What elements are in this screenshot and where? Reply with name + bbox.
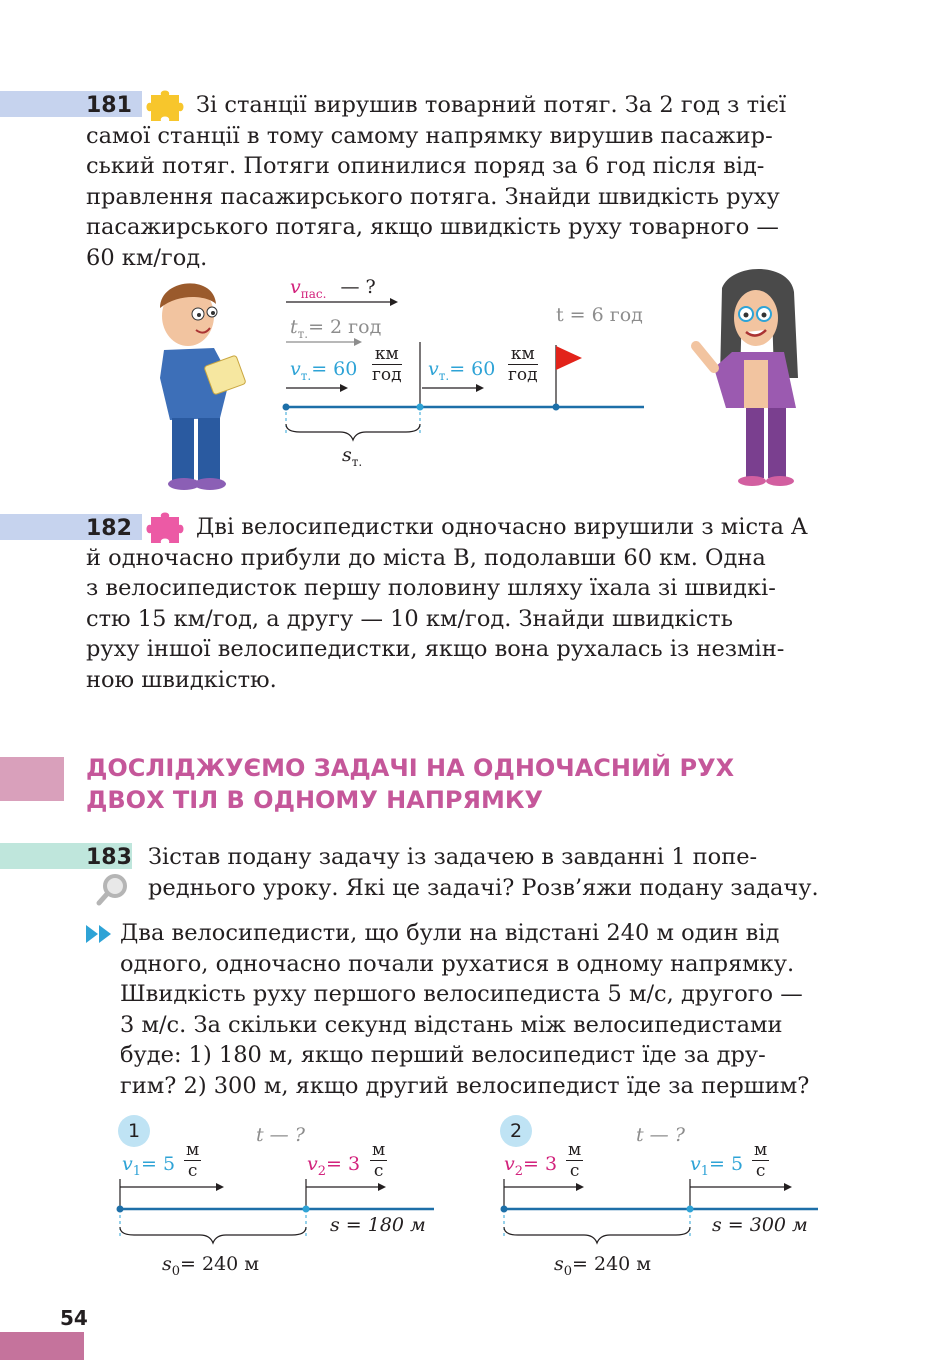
unit-km-h-1: км год: [372, 344, 402, 385]
point-middle: [417, 404, 424, 411]
diagram-2-s: s = 300 м: [712, 1214, 808, 1236]
label-v-pas: $v_{пас.}$ — ?: [290, 276, 376, 301]
task-line: Швидкість руху першого велосипедиста 5 м/с, другого —: [120, 981, 803, 1007]
problem-183-line: реднього уроку. Які це задачі? Розв’яжи подану задачу.: [148, 874, 819, 901]
label-t-6: t = 6 год: [556, 304, 643, 326]
problem-181-text: [86, 90, 850, 273]
task-line: буде: 1) 180 м, якщо перший велосипедист їде за дру-: [120, 1042, 766, 1068]
problem-183-line: Зістав подану задачу із задачею в завданні 1 попе-: [148, 844, 758, 870]
task-text: [120, 918, 850, 1101]
task-line: 3 м/с. За скільки секунд відстань між велосипедистами: [120, 1011, 783, 1038]
page-number: 54: [60, 1306, 88, 1330]
heading-band: [0, 757, 64, 801]
label-v-t-2: $v_{т.}= 60$: [428, 358, 496, 383]
problem-182-text: [86, 512, 850, 695]
diagram-1-s: s = 180 м: [330, 1214, 426, 1236]
diagram-2-v2: $v_2= 3$: [504, 1153, 558, 1179]
heading-line-1: ДОСЛІДЖУЄМО ЗАДАЧІ НА ОДНОЧАСНИЙ РУХ: [86, 754, 735, 782]
label-v-t-1: $v_{т.}= 60$: [290, 358, 358, 383]
section-heading: [86, 752, 734, 816]
problem-182-number: 182: [86, 516, 132, 541]
diagram-2-label: 2: [500, 1115, 532, 1147]
problem-182-line: Дві велосипедистки одночасно вирушили з міста A: [196, 514, 808, 540]
girl-with-glasses-illustration: [692, 268, 807, 490]
problem-182-line: стю 15 км/год, а другу — 10 км/год. Знайди швидкість: [86, 605, 733, 632]
problem-181-line: Зі станції вирушив товарний потяг. За 2 год з тієї: [196, 92, 787, 118]
point-flag: [553, 404, 560, 411]
double-arrow-icon: [86, 925, 114, 943]
problem-181-line: 60 км/год.: [86, 244, 208, 271]
diagram-1-v1: $v_1= 5$: [122, 1153, 176, 1179]
diagram-1-unit-2: м с: [372, 1140, 386, 1181]
point-start: [283, 404, 290, 411]
heading-line-2: ДВОХ ТІЛ В ОДНОМУ НАПРЯМКУ: [86, 786, 543, 814]
task-line: Два велосипедисти, що були на відстані 240 м один від: [120, 920, 780, 946]
problem-181-line: пасажирського потяга, якщо швидкість руху товарного —: [86, 214, 779, 240]
problem-181-line: самої станції в тому самому напрямку вирушив пасажир-: [86, 122, 773, 149]
diagram-2-t-question: t — ?: [636, 1124, 685, 1146]
boy-with-notepad-illustration: [150, 278, 260, 493]
diagram-1-s0: $s_0= 240$ м: [162, 1253, 260, 1279]
problem-182-line: ною швидкістю.: [86, 666, 277, 693]
label-t-t: $t_{т.}= 2$ год: [290, 316, 382, 341]
problem-182-line: руху іншої велосипедистки, якщо вона рухалась із незмін-: [86, 636, 785, 662]
flag-icon: [556, 346, 582, 370]
problem-182-line: й одночасно прибули до міста B, подолавши 60 км. Одна: [86, 544, 766, 571]
problem-181-number: 181: [86, 93, 132, 118]
problem-181-line: правлення пасажирського потяга. Знайди швидкість руху: [86, 183, 780, 210]
diagram-1-label: 1: [118, 1115, 150, 1147]
label-s-t: $s_{т.}$: [342, 444, 363, 469]
diagram-1-unit-1: м с: [186, 1140, 200, 1181]
problem-181-line: ський потяг. Потяги опинилися поряд за 6 год після від-: [86, 153, 765, 179]
magnifier-icon: [96, 872, 130, 906]
diagram-2-unit-1: м с: [568, 1140, 582, 1181]
diagram-1-v2: $v_2= 3$: [307, 1153, 361, 1179]
diagram-2-v1: $v_1= 5$: [690, 1153, 744, 1179]
problem-183-number: 183: [86, 845, 132, 870]
problem-183-text: [148, 842, 850, 903]
diagram-1-t-question: t — ?: [256, 1124, 305, 1146]
task-line: одного, одночасно почали рухатися в одному напрямку.: [120, 950, 795, 977]
task-line: гим? 2) 300 м, якщо другий велосипедист їде за першим?: [120, 1072, 810, 1099]
problem-182-line: з велосипедисток першу половину шляху їхала зі швидкі-: [86, 575, 776, 601]
diagram-2-unit-2: м с: [754, 1140, 768, 1181]
unit-km-h-2: км год: [508, 344, 538, 385]
diagram-2-s0: $s_0= 240$ м: [554, 1253, 652, 1279]
brace-s-t: [286, 424, 420, 440]
footer-band: [0, 1332, 84, 1360]
